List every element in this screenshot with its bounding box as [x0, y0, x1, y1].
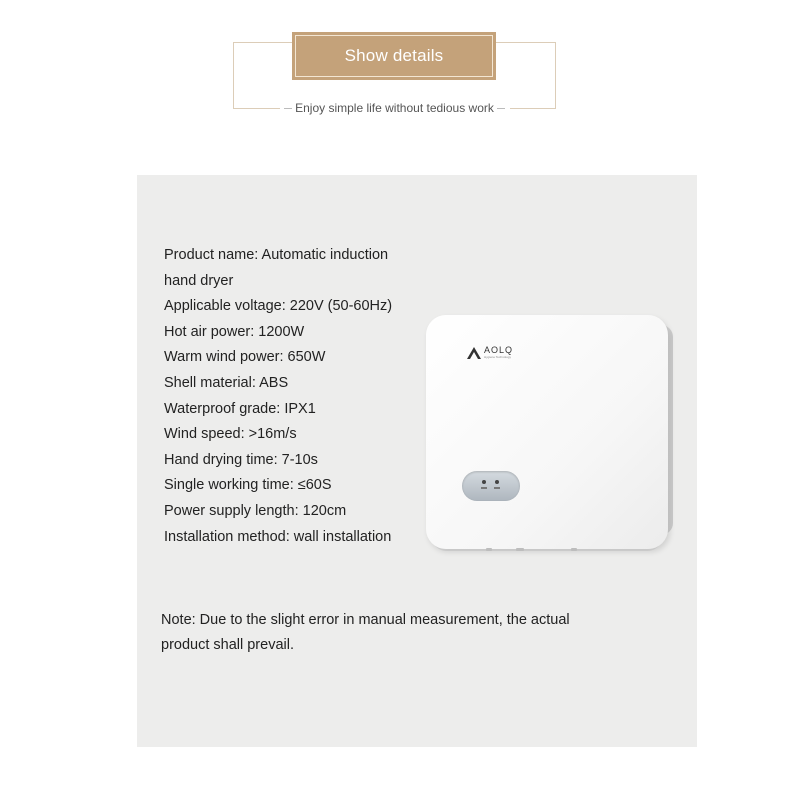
- spec-line: Wind speed: >16m/s: [164, 426, 297, 443]
- section-title: Show details: [295, 35, 493, 77]
- spec-line: Shell material: ABS: [164, 374, 289, 391]
- spec-line: Product name: Automatic induction: [164, 247, 389, 263]
- measurement-note: Note: Due to the slight error in manual measurement, the actual product shall prevail.: [161, 612, 570, 653]
- air-vent: [571, 548, 577, 551]
- brand-tagline: Hygiene Technology: [484, 355, 511, 359]
- brand-logo: [467, 346, 513, 359]
- dryer-body: [426, 315, 668, 549]
- triangle-logo-icon: [467, 347, 481, 359]
- spec-line: Waterproof grade: IPX1: [164, 400, 316, 417]
- spec-line: Hand drying time: 7-10s: [164, 451, 318, 468]
- sensor-panel: [462, 471, 520, 501]
- spec-line: hand dryer: [164, 272, 234, 289]
- spec-line: Power supply length: 120cm: [164, 502, 347, 519]
- spec-line: Single working time: ≤60S: [164, 477, 332, 494]
- hand-dryer-image: [426, 315, 673, 555]
- spec-line: Applicable voltage: 220V (50-60Hz): [164, 298, 393, 315]
- section-subtitle: Enjoy simple life without tedious work: [233, 100, 556, 116]
- spec-line: Installation method: wall installation: [164, 528, 392, 545]
- show-details-banner: [292, 32, 496, 80]
- air-vent: [516, 548, 524, 551]
- air-vent: [486, 548, 492, 551]
- brand-name: AOLQ: [484, 345, 514, 355]
- product-panel: [137, 175, 697, 747]
- spec-line: Hot air power: 1200W: [164, 323, 305, 340]
- spec-list: [164, 243, 424, 550]
- spec-line: Warm wind power: 650W: [164, 349, 326, 366]
